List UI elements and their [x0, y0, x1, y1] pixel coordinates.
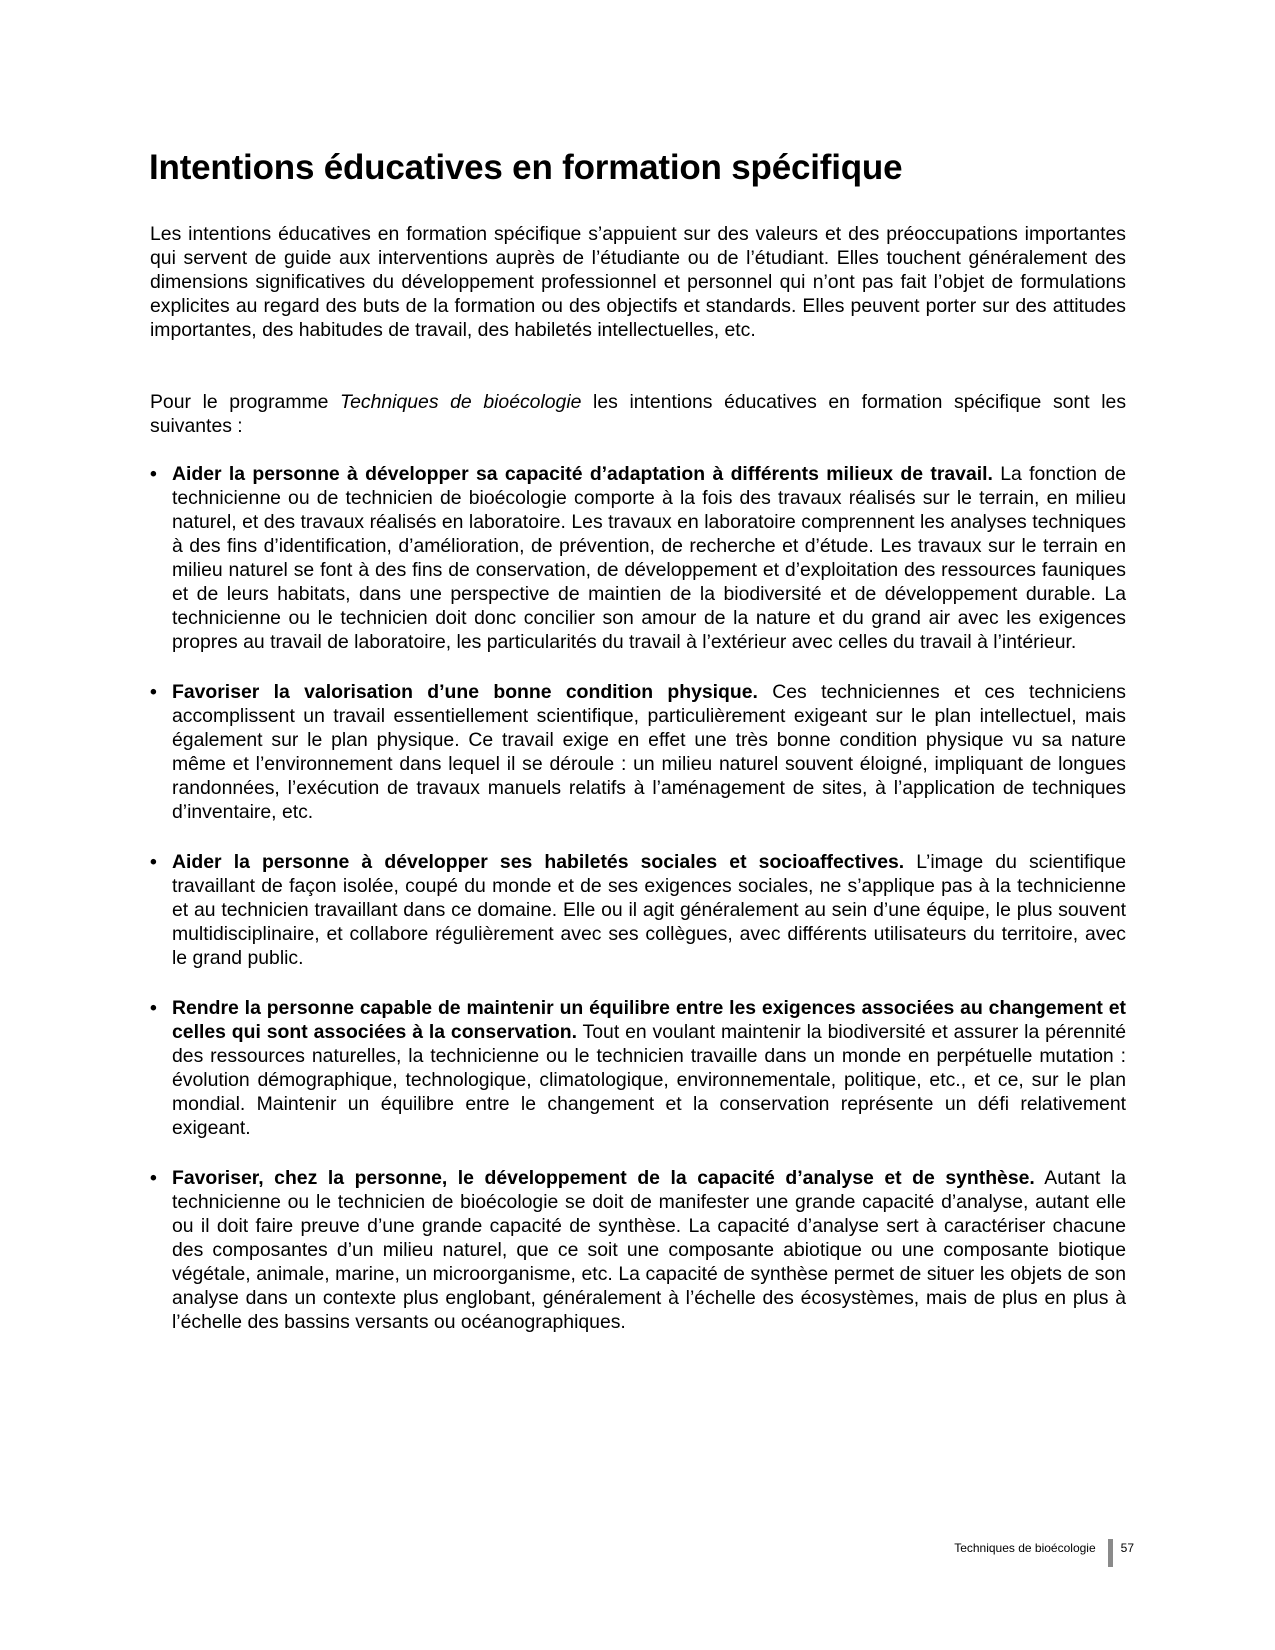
program-statement	[150, 390, 1126, 438]
program-name: Techniques de bioécologie	[340, 391, 582, 413]
footer-divider	[1108, 1539, 1113, 1567]
bullet-icon: •	[150, 997, 157, 1019]
intention-text: Autant la technicienne ou le technicien de bioécologie se doit de manifester une grande capacité d’analyse, autant elle ou il doit faire preuve d’une grande capacité de synthèse. La capacité d’analyse sert à caractériser chacune des composantes d’un milieu naturel, que ce soit une composante abiotique ou une composante biotique végétale, animale, marine, un microorganisme, etc. La capacité de synthèse permet de situer les objets de son analyse dans un contexte plus englobant, généralement à l’échelle des écosystèmes, mais de plus en plus à l’échelle des bassins versants ou océanographiques.	[172, 1167, 1126, 1333]
intention-heading: Favoriser la valorisation d’une bonne condition physique.	[172, 681, 758, 703]
page-footer	[954, 1539, 1134, 1567]
program-statement-tail: les intentions éducatives en formation spécifique sont les suivantes :	[150, 391, 1127, 437]
page-number: 57	[1120, 1541, 1134, 1555]
bullet-icon: •	[150, 851, 157, 873]
intention-text: La fonction de technicienne ou de technicien de bioécologie comporte à la fois des travaux réalisés sur le terrain, en milieu naturel, et des travaux réalisés en laboratoire. Les travaux en laboratoire comprennent les analyses techniques à des fins d’identification, d’amélioration, de prévention, de recherche et d’étude. Les travaux sur le terrain en milieu naturel se font à des fins de conservation, de développement et d’exploitation des ressources fauniques et de leurs habitats, dans une perspective de maintien de la biodiversité et de développement durable. La technicienne ou le technicien doit donc concilier son amour de la nature et du grand air avec les exigences propres au travail de laboratoire, les particularités du travail à l’extérieur avec celles du travail à l’intérieur.	[172, 463, 1126, 653]
intention-adaptation	[150, 462, 1126, 654]
page-title: Intentions éducatives en formation spécifique	[149, 148, 903, 187]
program-statement-lead: Pour le programme	[150, 391, 341, 413]
intention-heading: Aider la personne à développer ses habiletés sociales et socioaffectives.	[172, 851, 905, 873]
intention-heading: Rendre la personne capable de maintenir un équilibre entre les exigences associées au changement et celles qui sont associées à la conservation.	[172, 997, 1126, 1043]
intention-analysis-synthesis	[150, 1166, 1126, 1334]
bullet-icon: •	[150, 1167, 157, 1189]
intention-balance	[150, 996, 1126, 1140]
intention-text: L’image du scientifique travaillant de façon isolée, coupé du monde et de ses exigences sociales, ne s’applique pas à la technicienne et au technicien travaillant dans ce domaine. Elle ou il agit généralement au sein d’une équipe, le plus souvent multidisciplinaire, et collabore régulièrement avec ses collègues, avec différents utilisateurs du territoire, avec le grand public.	[172, 851, 1126, 969]
footer-program-title: Techniques de bioécologie	[954, 1541, 1096, 1555]
intentions-list	[150, 462, 1126, 1360]
intention-heading: Favoriser, chez la personne, le développement de la capacité d’analyse et de synthèse.	[172, 1167, 1035, 1189]
intention-social-skills	[150, 850, 1126, 970]
intention-heading: Aider la personne à développer sa capacité d’adaptation à différents milieux de travail.	[172, 463, 993, 485]
intro-paragraph: Les intentions éducatives en formation spécifique s’appuient sur des valeurs et des préoccupations importantes qui servent de guide aux interventions auprès de l’étudiante ou de l’étudiant. Elles touchent généralement des dimensions significatives du développement professionnel et personnel qui n’ont pas fait l’objet de formulations explicites au regard des buts de la formation ou des objectifs et standards. Elles peuvent porter sur des attitudes importantes, des habitudes de travail, des habiletés intellectuelles, etc.	[150, 223, 1126, 341]
bullet-icon: •	[150, 463, 157, 485]
intention-text: Ces techniciennes et ces techniciens accomplissent un travail essentiellement scientifique, particulièrement exigeant sur le plan intellectuel, mais également sur le plan physique. Ce travail exige en effet une très bonne condition physique vu sa nature même et l’environnement dans lequel il se déroule : un milieu naturel souvent éloigné, impliquant de longues randonnées, l’exécution de travaux manuels relatifs à l’aménagement de sites, à l’application de techniques d’inventaire, etc.	[172, 681, 1126, 823]
intention-text: Tout en voulant maintenir la biodiversité et assurer la pérennité des ressources naturelles, la technicienne ou le technicien travaille dans un monde en perpétuelle mutation : évolution démographique, technologique, climatologique, environnementale, politique, etc., et ce, sur le plan mondial. Maintenir un équilibre entre le changement et la conservation représente un défi relativement exigeant.	[172, 1021, 1127, 1139]
intention-physical-condition	[150, 680, 1126, 824]
bullet-icon: •	[150, 681, 157, 703]
